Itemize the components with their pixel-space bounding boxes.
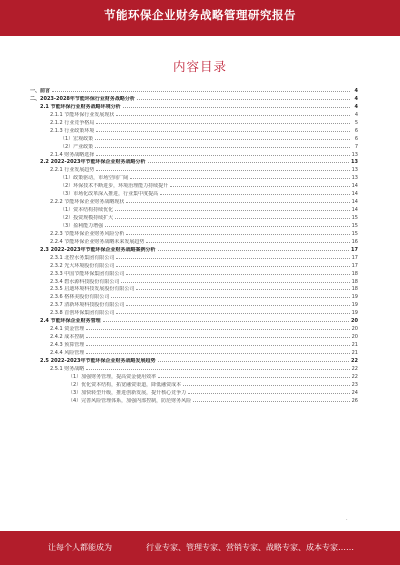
toc-entry-page: 19 (351, 302, 358, 309)
toc-entry-title: 2.4.3 预算管理 (50, 342, 85, 348)
toc-entry[interactable] (30, 229, 358, 237)
toc-entry[interactable] (30, 134, 358, 142)
toc-entry[interactable] (30, 245, 358, 253)
toc-entry-title: （3）盈利能力增强 (60, 222, 104, 229)
toc-entry-page: 16 (351, 238, 358, 245)
toc-entry[interactable] (30, 364, 358, 372)
table-of-contents (30, 86, 358, 404)
toc-entry-title: 2.3.1 北控水务集团有限公司 (50, 254, 115, 261)
toc-leader-dots (116, 110, 350, 116)
toc-entry-title: （3）市场化改革深入推进，行业集中度提高 (60, 191, 159, 198)
toc-entry-page: 4 (354, 95, 358, 102)
toc-leader-dots (115, 205, 349, 211)
toc-entry-title: 二、2023-2028年节能环保行业财务战略分析 (30, 95, 135, 102)
toc-entry[interactable] (30, 126, 358, 134)
toc-leader-dots (158, 245, 350, 251)
toc-entry-page: 22 (351, 365, 358, 372)
toc-entry-page: 13 (351, 175, 358, 182)
toc-entry-page: 17 (351, 254, 358, 261)
toc-entry-page: 18 (351, 278, 358, 285)
toc-leader-dots (126, 197, 349, 203)
toc-leader-dots (126, 300, 349, 306)
toc-entry-title: 2.2.2 节能环保企业财务战略现状 (50, 199, 125, 206)
toc-entry-title: 2.3.3 中国节能环保集团有限公司 (50, 270, 125, 277)
page-marker: · (346, 517, 348, 523)
toc-leader-dots (86, 348, 349, 354)
toc-entry-title: 2.2.3 节能环保企业财务风险分析 (50, 230, 125, 237)
toc-leader-dots (188, 388, 349, 394)
toc-entry[interactable] (30, 221, 358, 229)
toc-entry-title: 2.1 节能环保行业财务战略环境分析 (40, 103, 121, 110)
toc-entry-page: 5 (354, 119, 358, 126)
toc-leader-dots (86, 340, 349, 346)
toc-entry-title: 2.4 节能环保企业财务管理 (40, 318, 101, 325)
toc-entry-page: 7 (354, 143, 358, 150)
toc-entry-page: 17 (351, 246, 358, 253)
toc-entry[interactable] (30, 110, 358, 118)
toc-entry[interactable] (30, 165, 358, 173)
toc-entry[interactable] (30, 237, 358, 245)
toc-entry[interactable] (30, 284, 358, 292)
toc-entry-title: （3）加快转型升级，推进创新发展，提升核心竞争力 (68, 389, 187, 396)
toc-entry-page: 4 (354, 103, 358, 110)
toc-leader-dots (126, 229, 349, 235)
toc-entry-page: 20 (351, 334, 358, 341)
toc-leader-dots (146, 237, 349, 243)
toc-entry[interactable] (30, 324, 358, 332)
toc-entry[interactable] (30, 380, 358, 388)
toc-leader-dots (103, 316, 349, 322)
toc-leader-dots (116, 253, 349, 259)
toc-entry-title: 2.3.6 格林美股份有限公司 (50, 294, 110, 301)
toc-leader-dots (96, 150, 349, 156)
toc-leader-dots (86, 332, 349, 338)
toc-entry[interactable] (30, 253, 358, 261)
toc-entry-page: 21 (351, 342, 358, 348)
toc-leader-dots (111, 292, 349, 298)
toc-entry[interactable] (30, 150, 358, 158)
toc-leader-dots (116, 308, 349, 314)
toc-entry-title: 2.3.8 首创环保集团有限公司 (50, 310, 115, 317)
toc-leader-dots (95, 134, 350, 140)
toc-leader-dots (96, 165, 349, 171)
toc-entry-page: 13 (351, 151, 358, 158)
toc-leader-dots (116, 261, 349, 267)
toc-entry[interactable] (30, 261, 358, 269)
toc-heading: 内容目录 (172, 59, 227, 74)
toc-leader-dots (137, 94, 350, 100)
toc-entry-title: 2.5 2022-2023年节能环保企业财务战略发展趋势 (40, 357, 156, 364)
report-title: 节能环保企业财务战略管理研究报告 (104, 8, 296, 22)
toc-entry-page: 18 (351, 270, 358, 277)
footer-slogan: 让每个人都能成为 (48, 543, 112, 552)
toc-entry-page: 14 (351, 207, 358, 214)
toc-entry-title: 2.3.7 清新环境科技股份有限公司 (50, 302, 125, 309)
toc-entry-page: 24 (351, 389, 358, 396)
toc-leader-dots (126, 269, 349, 275)
toc-entry[interactable] (30, 340, 358, 348)
toc-entry[interactable] (30, 308, 358, 316)
toc-entry-page: 13 (351, 159, 358, 166)
toc-entry-page: 15 (351, 215, 358, 221)
toc-entry[interactable] (30, 348, 358, 356)
toc-entry-title: （2）产业政策 (60, 143, 94, 150)
toc-entry-title: 一、前言 (30, 88, 51, 94)
toc-entry-page: 14 (351, 183, 358, 190)
toc-entry-page: 14 (351, 191, 358, 198)
footer-tagline: 行业专家、管理专家、营销专家、战略专家、成本专家…… (146, 543, 354, 552)
toc-entry-title: 2.1.2 行业竞争格局 (50, 119, 95, 126)
toc-leader-dots (170, 181, 349, 187)
toc-entry-page: 20 (351, 326, 358, 333)
toc-entry-page: 15 (351, 222, 358, 229)
toc-leader-dots (158, 372, 349, 378)
toc-entry-page: 18 (351, 286, 358, 293)
toc-entry-title: 2.4.4 风险管理 (50, 349, 85, 356)
toc-entry-title: 2.1.4 财务战略选择 (50, 151, 95, 158)
toc-entry[interactable] (30, 205, 358, 213)
toc-entry-title: （1）加强财务管理，提高资金使用效率 (68, 373, 157, 380)
toc-leader-dots (96, 118, 350, 124)
toc-entry-page: 4 (354, 88, 358, 94)
toc-entry-page: 23 (351, 381, 358, 388)
toc-entry[interactable] (30, 94, 358, 102)
toc-entry[interactable] (30, 102, 358, 110)
toc-entry-title: （2）优化资本结构，拓宽融资渠道，降低融资成本 (68, 381, 182, 388)
toc-leader-dots (105, 221, 349, 227)
toc-leader-dots (158, 356, 350, 362)
toc-leader-dots (148, 157, 350, 163)
toc-entry[interactable] (30, 356, 358, 364)
toc-entry[interactable] (30, 118, 358, 126)
header-banner (0, 0, 400, 36)
toc-entry-title: 2.3 2022-2023年节能环保企业财务战略案例分析 (40, 246, 156, 253)
toc-entry-title: （1）宏观政策 (60, 135, 94, 142)
toc-entry-page: 13 (351, 167, 358, 174)
toc-entry-page: 6 (354, 127, 358, 134)
footer-banner (0, 531, 400, 565)
toc-leader-dots (86, 324, 349, 330)
toc-entry[interactable] (30, 332, 358, 340)
toc-leader-dots (183, 380, 349, 386)
toc-entry-title: 2.4.1 资金管理 (50, 326, 85, 333)
toc-entry-page: 26 (351, 397, 358, 404)
toc-entry-page: 17 (351, 262, 358, 269)
toc-leader-dots (52, 86, 350, 92)
toc-entry-page: 22 (351, 357, 358, 364)
toc-entry-title: （1）政策驱动，市场空间广阔 (60, 175, 129, 182)
toc-entry[interactable] (30, 292, 358, 300)
toc-entry-title: 2.5.1 财务战略 (50, 365, 85, 372)
toc-entry[interactable] (30, 197, 358, 205)
toc-entry-title: 2.3.2 光大环境股份有限公司 (50, 262, 115, 269)
toc-entry[interactable] (30, 372, 358, 380)
toc-entry[interactable] (30, 181, 358, 189)
toc-entry-page: 15 (351, 230, 358, 237)
toc-entry-title: （4）完善风险管理体系，加强内部控制，防范财务风险 (68, 397, 192, 404)
toc-entry[interactable] (30, 300, 358, 308)
toc-leader-dots (160, 189, 349, 195)
toc-entry[interactable] (30, 86, 358, 94)
toc-entry[interactable] (30, 277, 358, 285)
toc-entry[interactable] (30, 213, 358, 221)
toc-entry-page: 19 (351, 294, 358, 301)
toc-entry-title: 2.4.2 成本控制 (50, 334, 85, 341)
toc-entry-page: 4 (354, 111, 358, 118)
toc-leader-dots (115, 213, 349, 219)
toc-entry-page: 14 (351, 199, 358, 206)
toc-entry[interactable] (30, 157, 358, 165)
toc-leader-dots (136, 284, 349, 290)
toc-leader-dots (96, 126, 350, 132)
toc-entry-title: （1）资本结构持续优化 (60, 207, 114, 214)
toc-entry[interactable] (30, 189, 358, 197)
toc-entry[interactable] (30, 316, 358, 324)
toc-entry-page: 20 (351, 318, 358, 325)
toc-entry-title: 2.2.1 行业发展趋势 (50, 167, 95, 174)
toc-entry[interactable] (30, 396, 358, 404)
toc-entry-title: 2.2 2022-2023年节能环保企业财务战略分析 (40, 159, 146, 166)
toc-entry[interactable] (30, 142, 358, 150)
toc-entry-page: 21 (351, 349, 358, 356)
toc-leader-dots (95, 142, 350, 148)
toc-entry-title: 2.1.1 节能环保行业发展现状 (50, 111, 115, 118)
toc-entry-page: 22 (351, 373, 358, 380)
toc-entry-page: 19 (351, 310, 358, 317)
toc-entry-page: 6 (354, 135, 358, 142)
toc-leader-dots (193, 396, 349, 402)
toc-entry-title: 2.1.3 行业政策环境 (50, 127, 95, 134)
toc-leader-dots (121, 277, 349, 283)
toc-leader-dots (130, 173, 349, 179)
toc-entry[interactable] (30, 269, 358, 277)
toc-entry-title: 2.2.4 节能环保企业财务战略未来发展趋势 (50, 238, 145, 245)
toc-entry-title: （2）环保技术不断进步，环境治理能力持续提升 (60, 183, 169, 190)
toc-entry-title: 2.3.5 启迪环境科技发展股份有限公司 (50, 286, 135, 293)
toc-entry[interactable] (30, 173, 358, 181)
toc-leader-dots (123, 102, 350, 108)
toc-leader-dots (86, 364, 349, 370)
toc-entry-title: 2.3.4 碧水源科技股份有限公司 (50, 278, 120, 285)
toc-entry-title: （2）投资规模持续扩大 (60, 215, 114, 221)
toc-entry[interactable] (30, 388, 358, 396)
